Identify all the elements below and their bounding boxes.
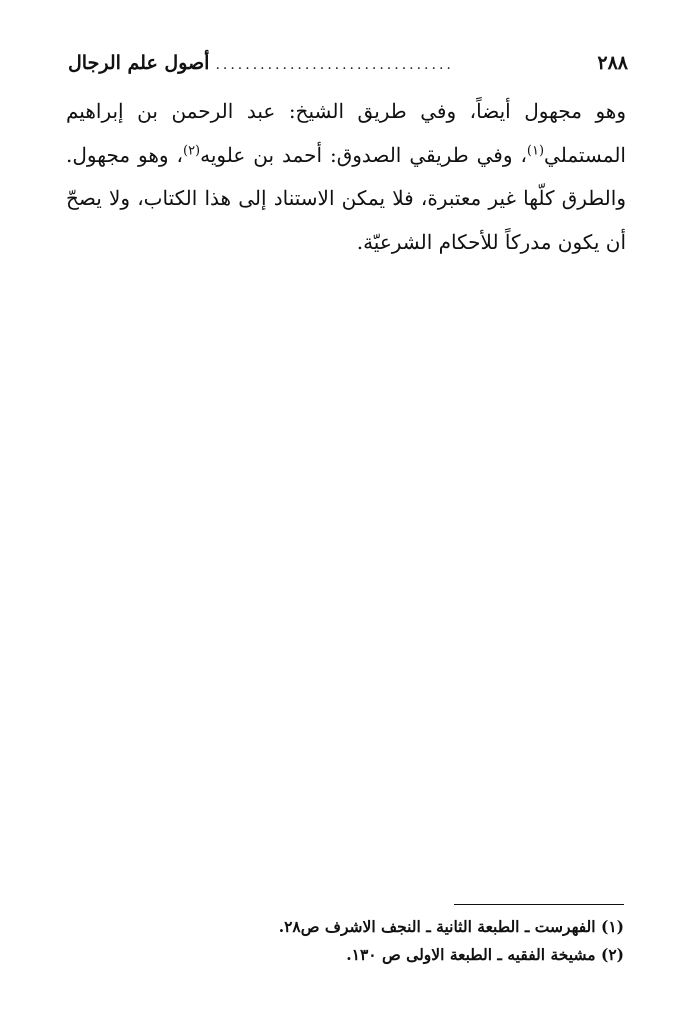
page-number: ٢٨٨	[597, 52, 628, 74]
running-title: أصول علم الرجال	[68, 52, 210, 74]
paragraph-text: ، وهو مجهول. والطرق كلّها غير معتبرة، فلا يمكن الاستناد إلى هذا الكتاب، ولا يصحّ أن يكون مدركاً للأحكام الشرعيّة.	[66, 142, 626, 254]
dotted-leader: ................................	[215, 57, 454, 73]
paragraph-text: وهو مجهول أيضاً، وفي طريق الشيخ: عبد الرحمن بن إبراهيم المستملي	[66, 99, 626, 167]
footnote-ref-1: (١)	[526, 142, 545, 158]
footnote-ref-2: (٢)	[182, 142, 201, 158]
footnotes	[200, 913, 624, 969]
paragraph-text: ، وفي طريقي الصدوق: أحمد بن علويه	[200, 142, 527, 167]
footnote-2: (٢) مشيخة الفقيه ـ الطبعة الاولى ص ١٣٠.	[346, 945, 624, 964]
footnote-1: (١) الفهرست ـ الطبعة الثانية ـ النجف الاشرف ص٢٨.	[278, 917, 624, 936]
page-header	[68, 52, 628, 82]
footnote-separator	[454, 904, 624, 905]
main-paragraph	[66, 90, 626, 264]
